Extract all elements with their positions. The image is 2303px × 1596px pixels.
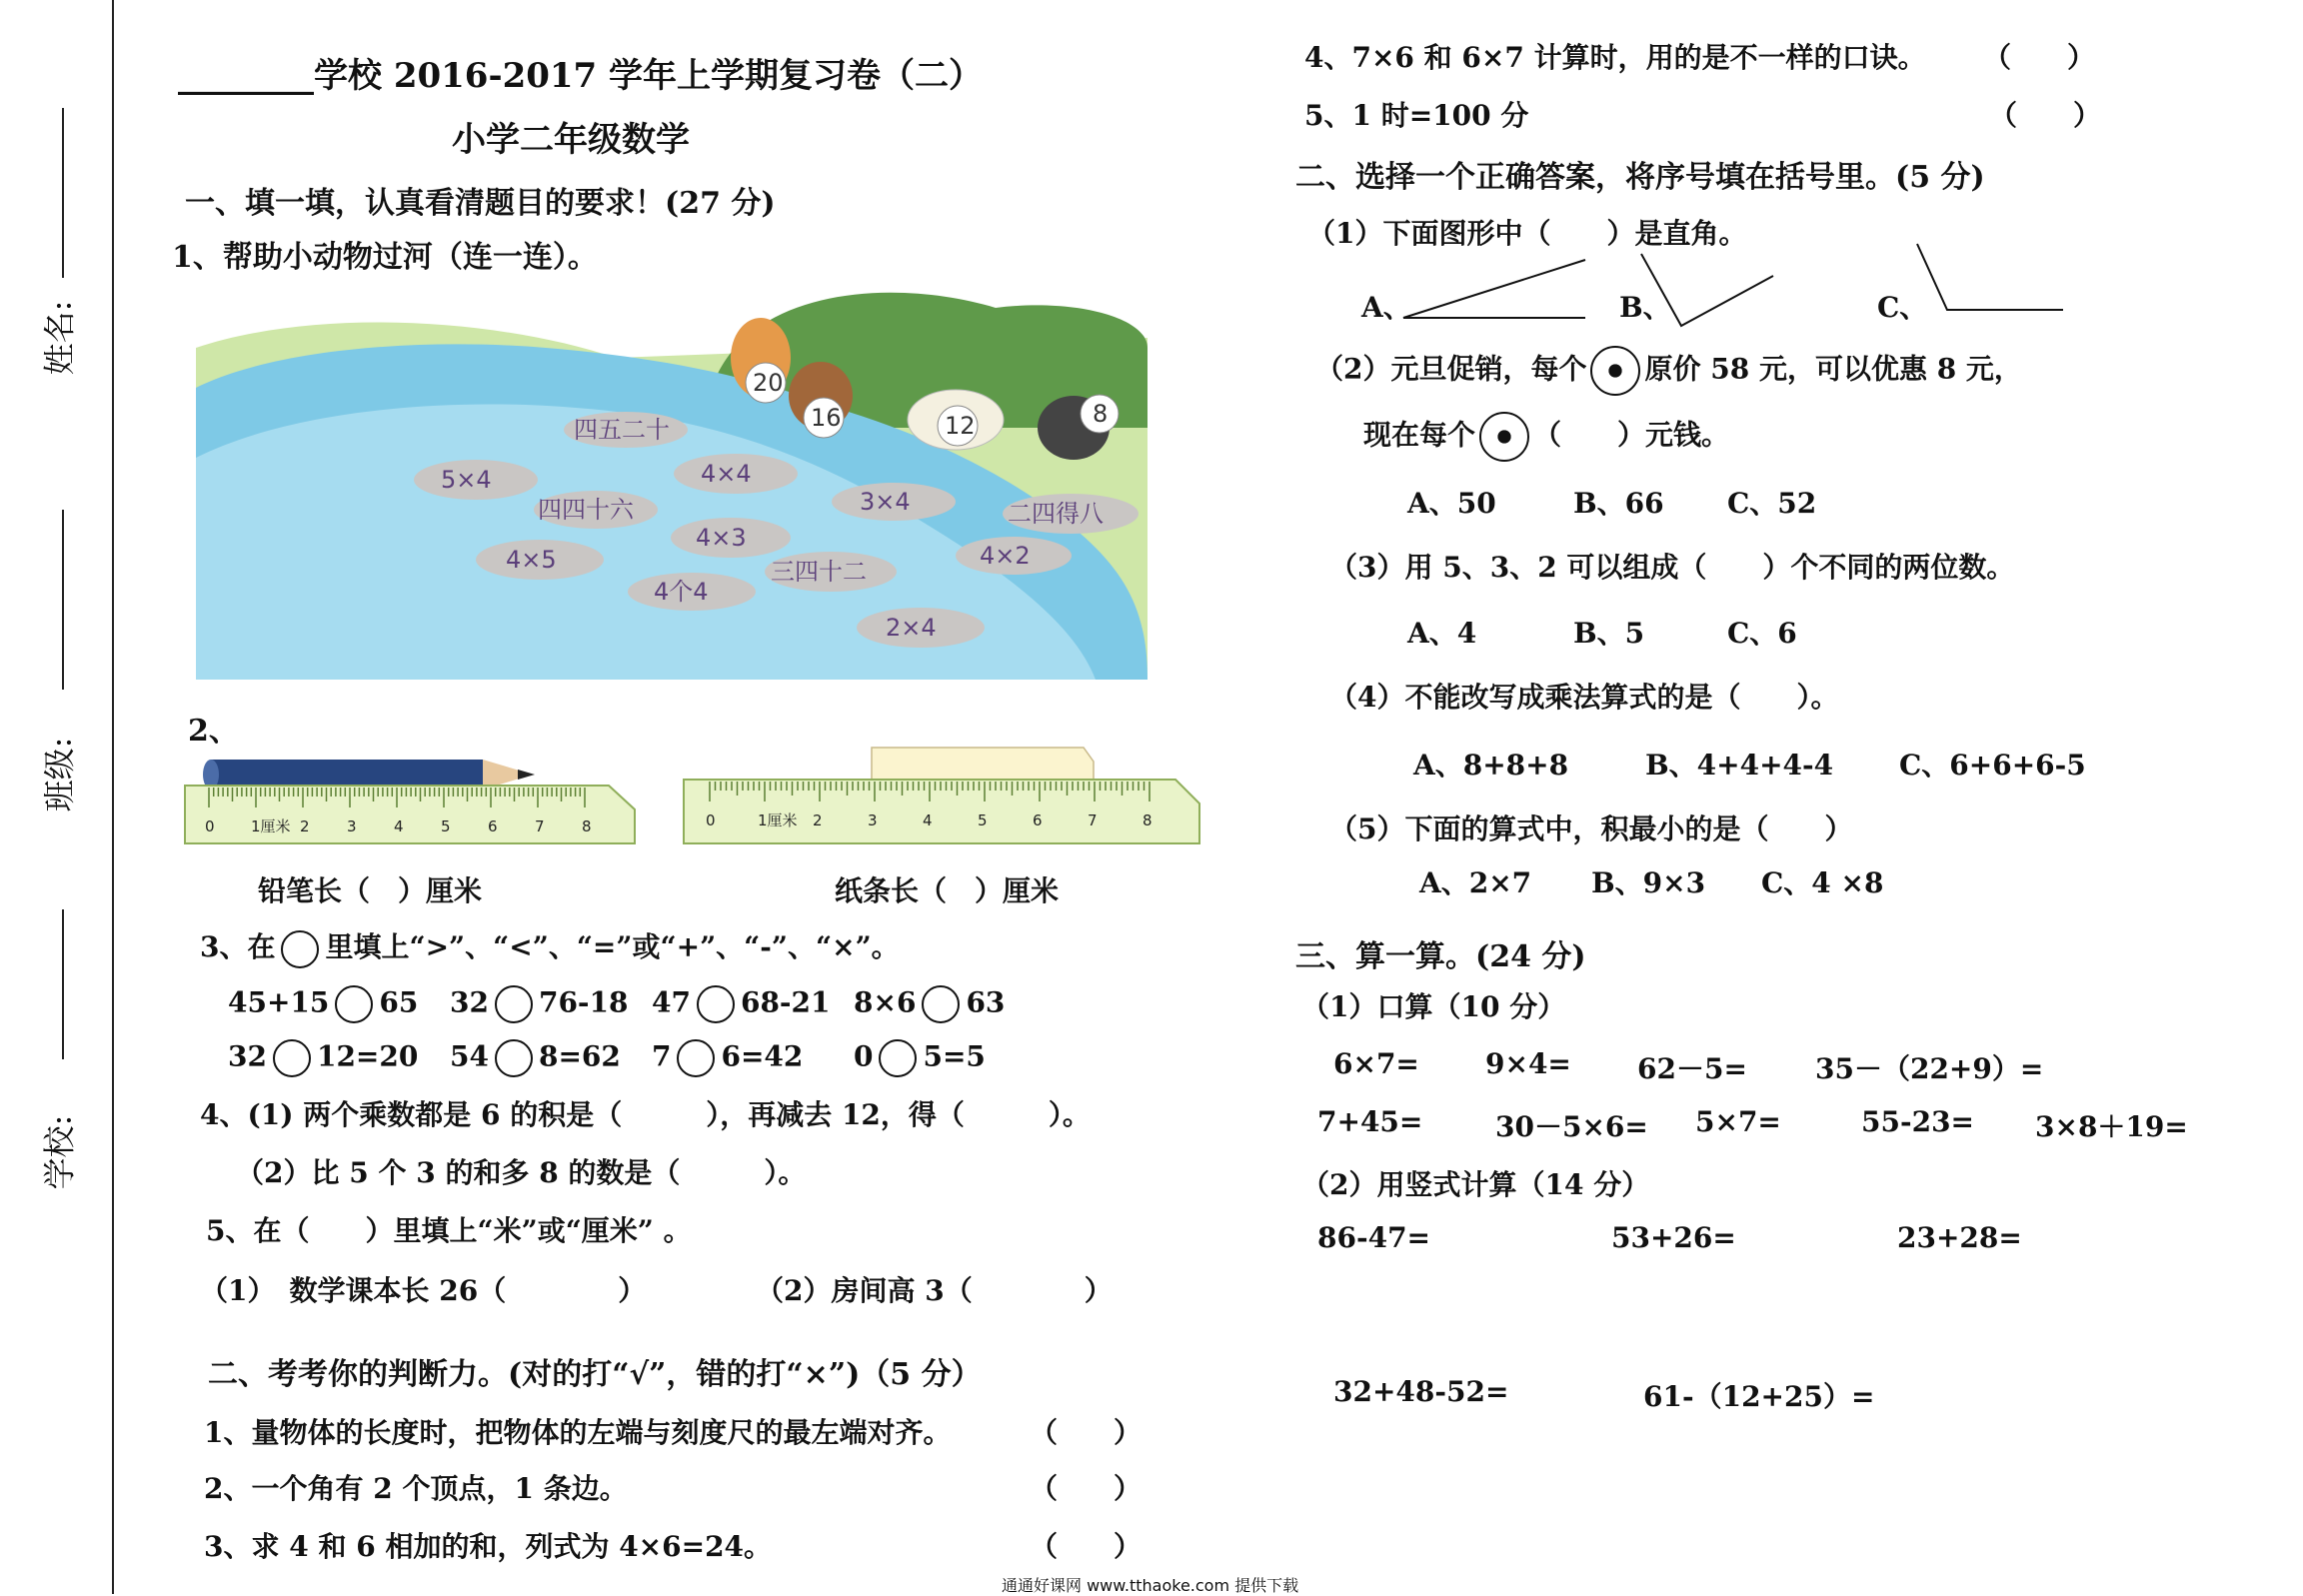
oral-8: 55-23= [1861, 1105, 1975, 1138]
q5-1-text: （1） 数学课本长 26（ ） [200, 1274, 647, 1307]
oral-3: 62－5= [1637, 1052, 1747, 1085]
ruler-tick-label: 0 [205, 817, 215, 835]
ruler-tick-label: 1厘米 [758, 811, 798, 829]
stone-label: 二四得八 [1008, 500, 1104, 528]
stone-label: 三四十二 [771, 558, 867, 586]
title-blank: ________ [178, 56, 314, 96]
q3-text: 3、在 里填上“>”、“<”、“=”或“+”、“-”、“×”。 [200, 925, 900, 968]
part2-heading: 二、考考你的判断力。(对的打“√”，错的打“×”)（5 分） [208, 1357, 982, 1392]
blank-circle[interactable] [281, 930, 319, 968]
school-blank [62, 909, 64, 1059]
ruler-tick-label: 4 [394, 817, 404, 835]
compare-item: 45+15 65 [228, 985, 450, 1023]
animal-number: 16 [811, 404, 842, 432]
vertical-1: 86-47= [1317, 1221, 1431, 1254]
oral-heading: （1）口算（10 分） [1301, 990, 1566, 1023]
name-label: 姓名: [40, 300, 79, 376]
ruler-tick-label: 4 [923, 811, 933, 829]
q5-2-text: （2）房间高 3（ ） [756, 1274, 1113, 1307]
ruler-tick-label: 8 [1143, 811, 1152, 829]
vertical-5: 61-（12+25）= [1643, 1380, 1875, 1413]
animal-number: 8 [1093, 400, 1109, 428]
compare-item: 32 12=20 [228, 1039, 450, 1077]
stone-label: 四五二十 [574, 416, 670, 444]
oral-7: 5×7= [1695, 1105, 1781, 1138]
q1-text: 1、帮助小动物过河（连一连）。 [172, 240, 598, 275]
animal-sheep [908, 390, 1004, 450]
choice-1-opt-b[interactable]: B、 [1619, 291, 1671, 324]
name-blank [62, 108, 64, 278]
ruler-pencil [183, 748, 638, 849]
choice-2-line2: 现在每个 （ ）元钱。 [1363, 412, 1729, 462]
ruler-tick-label: 1厘米 [251, 817, 291, 835]
blank-circle[interactable] [677, 1039, 715, 1077]
compare-item: 0 5=5 [854, 1039, 986, 1077]
blank-circle[interactable] [697, 985, 735, 1023]
stone-label: 4×4 [701, 460, 752, 488]
ruler-tick-label: 3 [347, 817, 357, 835]
oral-9: 3×8＋19= [2035, 1110, 2188, 1143]
ruler-tick-label: 7 [1088, 811, 1098, 829]
compare-item: 7 6=42 [652, 1039, 854, 1077]
animal-number: 12 [945, 412, 976, 440]
animal-number: 20 [753, 369, 784, 397]
vertical-heading: （2）用竖式计算（14 分） [1301, 1168, 1650, 1201]
stone-label: 4个4 [654, 578, 709, 606]
q5-text: 5、在（ ）里填上“米”或“厘米” 。 [206, 1214, 692, 1247]
page-title: ________学校 2016-2017 学年上学期复习卷（二） [178, 56, 984, 96]
vertical-3: 23+28= [1897, 1221, 2022, 1254]
oral-5: 7+45= [1317, 1105, 1423, 1138]
choice-3: （3）用 5、3、2 可以组成（ ）个不同的两位数。 [1329, 551, 2015, 584]
compare-item: 32 76-18 [450, 985, 652, 1023]
judge-bracket-3[interactable]: （ ） [1030, 1530, 1143, 1563]
blank-circle[interactable] [273, 1039, 311, 1077]
stone-label: 4×3 [696, 524, 747, 552]
vertical-2: 53+26= [1611, 1221, 1736, 1254]
vertical-4: 32+48-52= [1333, 1375, 1509, 1408]
stone-label: 4×2 [980, 542, 1031, 570]
stone-label: 4×5 [506, 546, 557, 574]
choice-5-opt-b[interactable]: B、9×3 [1591, 866, 1706, 899]
choice-2-opt-a[interactable]: A、50 [1407, 487, 1496, 520]
blank-circle[interactable] [495, 1039, 533, 1077]
stone-label: 四四十六 [538, 496, 634, 524]
blank-circle[interactable] [922, 985, 960, 1023]
ruler-tick-label: 6 [488, 817, 498, 835]
ruler-tick-label: 8 [582, 817, 592, 835]
ruler-paper [682, 742, 1203, 849]
compare-row-2 [228, 1039, 986, 1077]
stone-label: 2×4 [886, 614, 937, 642]
oral-6: 30－5×6= [1495, 1110, 1648, 1143]
choice-4: （4）不能改写成乘法算式的是（ ）。 [1329, 681, 1839, 714]
q4-1-text: 4、(1) 两个乘数都是 6 的积是（ ），再减去 12，得（ ）。 [200, 1098, 1091, 1131]
judge-bracket-2[interactable]: （ ） [1030, 1472, 1143, 1505]
choice-5-opt-c[interactable]: C、4 ×8 [1761, 866, 1884, 899]
choice-5-opt-a[interactable]: A、2×7 [1419, 866, 1532, 899]
oral-2: 9×4= [1485, 1047, 1571, 1080]
school-label: 学校: [40, 1114, 79, 1190]
choice-3-opt-c[interactable]: C、6 [1727, 617, 1797, 650]
ruler-tick-label: 2 [300, 817, 310, 835]
angle-figures [1399, 240, 2069, 340]
choice-4-opt-a[interactable]: A、8+8+8 [1413, 749, 1569, 782]
compare-row-1 [228, 985, 1005, 1023]
compare-item: 47 68-21 [652, 985, 854, 1023]
paper-length-label: 纸条长（ ）厘米 [835, 874, 1060, 907]
judge-item-4: 4、7×6 和 6×7 计算时，用的是不一样的口诀。 [1304, 41, 1926, 74]
pencil-length-label: 铅笔长（ ）厘米 [258, 874, 483, 907]
choice-4-opt-c[interactable]: C、6+6+6-5 [1899, 749, 2086, 782]
class-blank [62, 510, 64, 690]
blank-circle[interactable] [335, 985, 373, 1023]
oral-4: 35－（22+9）= [1815, 1052, 2044, 1085]
judge-bracket-5[interactable]: （ ） [1989, 99, 2102, 132]
river-illustration [196, 288, 1148, 680]
ruler-tick-label: 7 [535, 817, 545, 835]
q4-2-text: （2）比 5 个 3 的和多 8 的数是（ ）。 [236, 1156, 807, 1189]
part1-heading: 一、填一填，认真看清题目的要求！(27 分) [185, 186, 776, 221]
part3-heading: 二、选择一个正确答案，将序号填在括号里。(5 分) [1295, 160, 1985, 195]
ruler-tick-label: 5 [978, 811, 988, 829]
soccer-ball-icon [1590, 346, 1640, 396]
binding-line [112, 0, 114, 1594]
oral-1: 6×7= [1333, 1047, 1419, 1080]
choice-3-opt-b[interactable]: B、5 [1573, 617, 1645, 650]
choice-4-opt-b[interactable]: B、4+4+4-4 [1645, 749, 1834, 782]
stone-label: 5×4 [441, 466, 492, 494]
page-footer: 通通好课网 www.tthaoke.com 提供下载 [1002, 1576, 1299, 1595]
ruler-tick-label: 2 [813, 811, 823, 829]
soccer-ball-icon [1479, 412, 1529, 462]
choice-1-opt-a[interactable]: A、 [1361, 291, 1411, 324]
choice-1: （1）下面图形中（ ）是直角。 [1307, 217, 1747, 250]
ruler-tick-label: 6 [1033, 811, 1043, 829]
class-label: 班级: [40, 737, 79, 812]
choice-2-opt-b[interactable]: B、66 [1573, 487, 1664, 520]
stone-label: 3×4 [860, 488, 911, 516]
judge-item-3: 3、求 4 和 6 相加的和，列式为 4×6=24。 [204, 1530, 773, 1563]
blank-circle[interactable] [879, 1039, 917, 1077]
judge-bracket-4[interactable]: （ ） [1983, 41, 2096, 74]
part4-heading: 三、算一算。(24 分) [1295, 939, 1586, 974]
compare-item: 54 8=62 [450, 1039, 652, 1077]
compare-item: 8×6 63 [854, 985, 1005, 1023]
judge-item-1: 1、量物体的长度时，把物体的左端与刻度尺的最左端对齐。 [204, 1416, 952, 1449]
judge-bracket-1[interactable]: （ ） [1030, 1416, 1143, 1449]
choice-2-opt-c[interactable]: C、52 [1727, 487, 1817, 520]
judge-item-2: 2、一个角有 2 个顶点，1 条边。 [204, 1472, 628, 1505]
ruler-tick-label: 3 [868, 811, 878, 829]
page-subtitle: 小学二年级数学 [452, 120, 690, 160]
choice-1-opt-c[interactable]: C、 [1877, 291, 1928, 324]
choice-3-opt-a[interactable]: A、4 [1407, 617, 1477, 650]
blank-circle[interactable] [495, 985, 533, 1023]
ruler-tick-label: 5 [441, 817, 451, 835]
choice-5: （5）下面的算式中，积最小的是（ ） [1329, 812, 1853, 845]
choice-2-line1: （2）元旦促销，每个 原价 58 元，可以优惠 8 元， [1315, 346, 2022, 396]
judge-item-5: 5、1 时=100 分 [1304, 99, 1529, 132]
ruler-tick-label: 0 [706, 811, 716, 829]
q2-text: 2、 [188, 714, 239, 749]
